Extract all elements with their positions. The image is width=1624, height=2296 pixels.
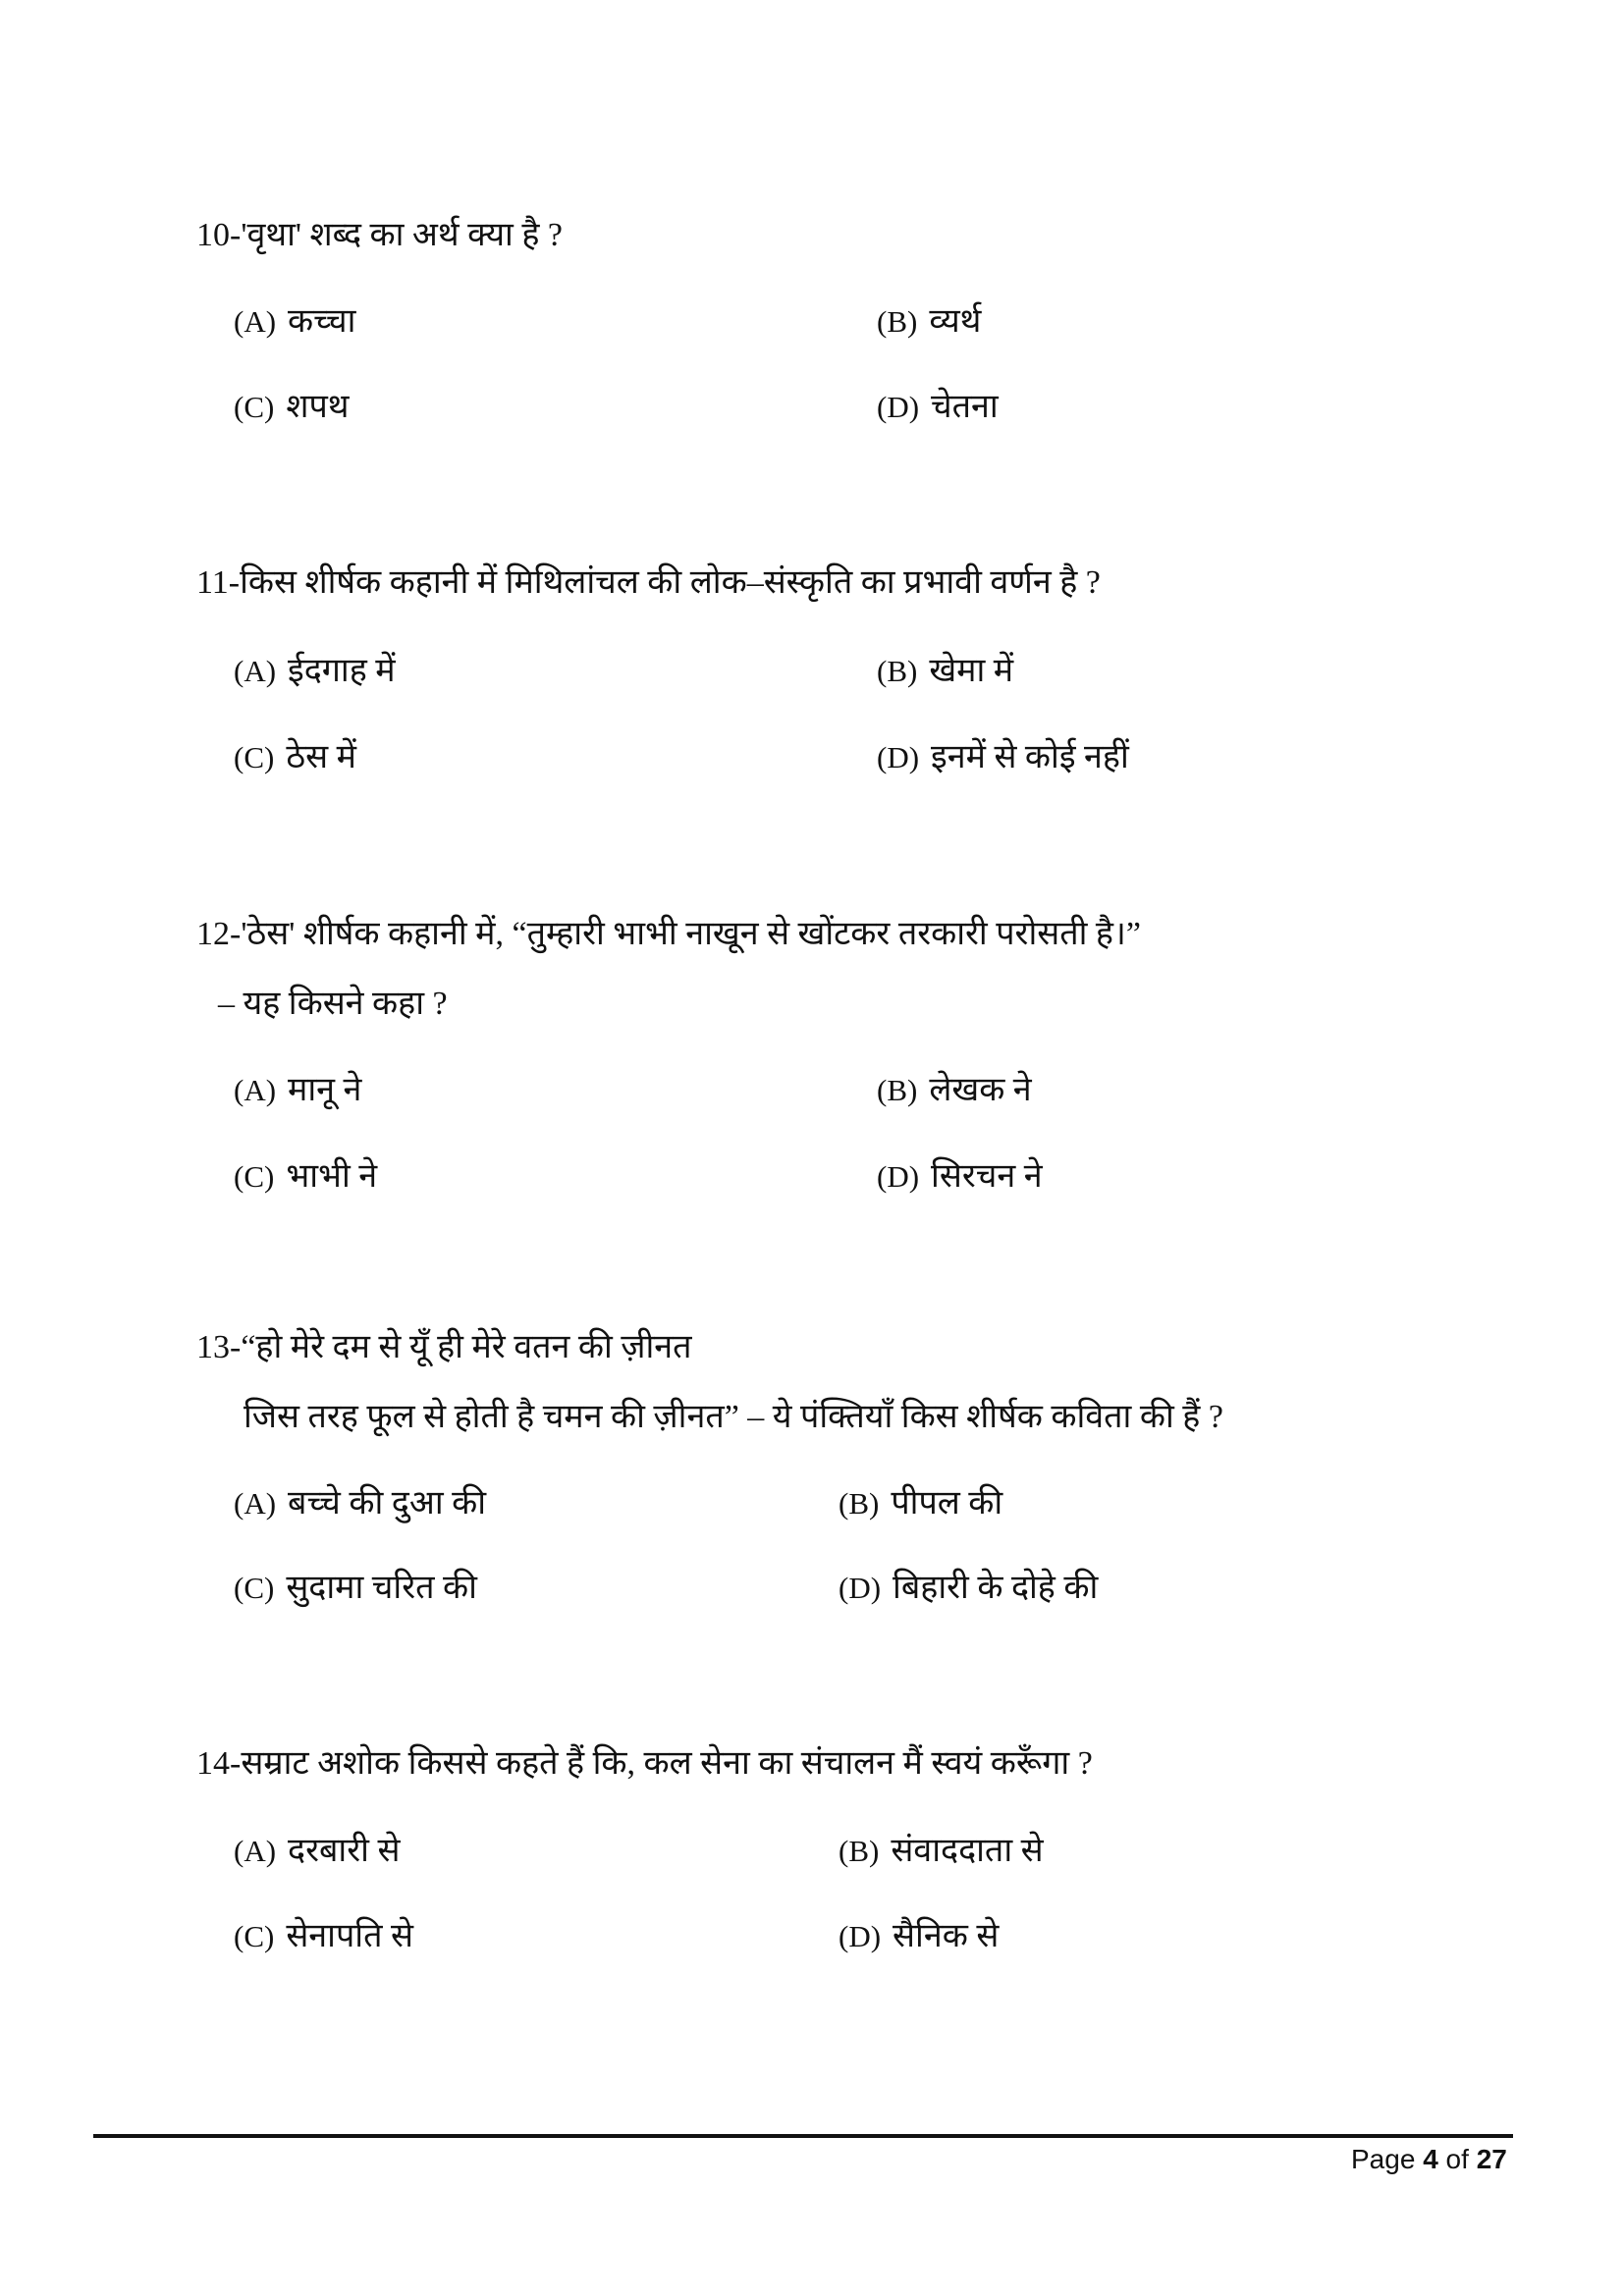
option-text: लेखक ने <box>929 1072 1032 1108</box>
question-text: सम्राट अशोक किससे कहते हैं कि, कल सेना का संचालन मैं स्वयं करूँगा ? <box>241 1745 1093 1782</box>
option-label: (B) <box>839 1486 880 1521</box>
option-label: (D) <box>839 1571 882 1605</box>
question-number: 13- <box>196 1329 242 1365</box>
option-text: बिहारी के दोहे की <box>893 1570 1099 1606</box>
option-label: (A) <box>234 1834 277 1868</box>
option-label: (D) <box>877 740 920 774</box>
option-c <box>234 388 350 427</box>
option-a <box>234 1832 400 1871</box>
option-d <box>877 1157 1043 1197</box>
option-label: (B) <box>877 1073 918 1107</box>
question-text: किस शीर्षक कहानी में मिथिलांचल की लोक–संस्कृति का प्रभावी वर्णन है ? <box>240 564 1101 601</box>
page-number <box>1351 2144 1507 2175</box>
option-text: दरबारी से <box>288 1833 401 1869</box>
current-page: 4 <box>1423 2144 1438 2174</box>
option-label: (C) <box>234 1159 275 1194</box>
total-pages: 27 <box>1476 2144 1507 2174</box>
option-text: बच्चे की दुआ की <box>288 1485 487 1522</box>
option-label: (A) <box>234 654 277 688</box>
option-c <box>234 738 356 777</box>
option-text: चेतना <box>931 389 999 425</box>
footer-divider <box>93 2134 1513 2138</box>
option-text: संवाददाता से <box>891 1833 1044 1869</box>
option-text: कच्चा <box>288 303 356 340</box>
option-c <box>234 1917 413 1956</box>
option-a <box>234 652 396 691</box>
option-b <box>839 1484 1002 1523</box>
of-word: of <box>1445 2144 1469 2174</box>
option-text: भाभी ने <box>286 1158 378 1195</box>
option-label: (C) <box>234 1571 275 1605</box>
option-text: ठेस में <box>286 739 356 775</box>
option-b <box>877 302 981 342</box>
question-13 <box>196 1328 692 1367</box>
option-label: (B) <box>839 1834 880 1868</box>
option-d <box>839 1569 1098 1608</box>
option-label: (A) <box>234 1486 277 1521</box>
question-text: 'ठेस' शीर्षक कहानी में, “तुम्हारी भाभी नाखून से खोंटकर तरकारी परोसती है।” <box>241 916 1141 952</box>
question-10 <box>196 216 563 255</box>
option-b <box>877 652 1013 691</box>
page-word: Page <box>1351 2144 1416 2174</box>
option-c <box>234 1157 377 1197</box>
option-c <box>234 1569 477 1608</box>
question-14 <box>196 1744 1093 1784</box>
option-label: (A) <box>234 1073 277 1107</box>
option-d <box>877 388 999 427</box>
option-label: (B) <box>877 304 918 339</box>
option-b <box>839 1832 1044 1871</box>
option-label: (D) <box>839 1919 882 1953</box>
option-label: (A) <box>234 304 277 339</box>
option-label: (D) <box>877 1159 920 1194</box>
option-text: मानू ने <box>288 1072 362 1108</box>
option-label: (C) <box>234 1919 275 1953</box>
option-label: (C) <box>234 740 275 774</box>
option-text: शपथ <box>286 389 350 425</box>
option-label: (B) <box>877 654 918 688</box>
question-text: “हो मेरे दम से यूँ ही मेरे वतन की ज़ीनत <box>241 1329 692 1365</box>
option-d <box>877 738 1129 777</box>
question-number: 14- <box>196 1745 242 1782</box>
question-number: 10- <box>196 217 242 253</box>
question-number: 12- <box>196 916 242 952</box>
option-a <box>234 1484 486 1523</box>
option-text: खेमा में <box>929 653 1014 689</box>
option-text: व्यर्थ <box>929 303 982 340</box>
option-text: ईदगाह में <box>288 653 396 689</box>
option-a <box>234 302 355 342</box>
question-11 <box>196 563 1101 603</box>
option-text: सैनिक से <box>893 1918 1000 1954</box>
option-text: सिरचन ने <box>931 1158 1043 1195</box>
option-label: (D) <box>877 390 920 424</box>
question-text-continued: – यह किसने कहा ? <box>218 986 448 1022</box>
question-text: 'वृथा' शब्द का अर्थ क्या है ? <box>241 217 563 253</box>
option-a <box>234 1071 361 1110</box>
question-text-continued: जिस तरह फूल से होती है चमन की ज़ीनत” – ये पंक्तियाँ किस शीर्षक कविता की हैं ? <box>244 1399 1223 1435</box>
option-text: सेनापति से <box>286 1918 413 1954</box>
option-text: पीपल की <box>891 1485 1003 1522</box>
option-text: इनमें से कोई नहीं <box>931 739 1129 775</box>
option-text: सुदामा चरित की <box>286 1570 477 1606</box>
question-12 <box>196 915 1141 954</box>
option-d <box>839 1917 999 1956</box>
option-b <box>877 1071 1032 1110</box>
option-label: (C) <box>234 390 275 424</box>
question-number: 11- <box>196 564 241 601</box>
